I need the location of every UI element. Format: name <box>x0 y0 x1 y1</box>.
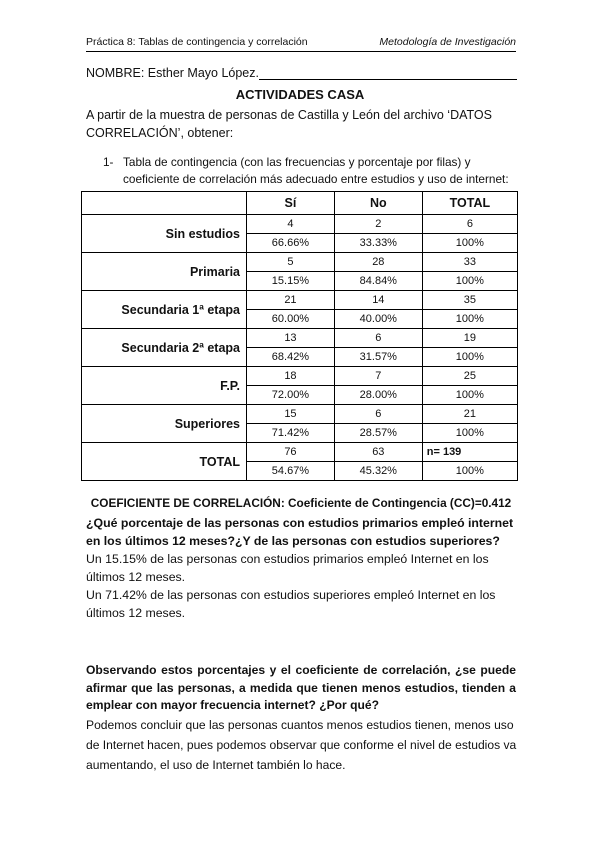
frequency-cell: 13 <box>247 329 335 348</box>
percentage-cell: 66.66% <box>247 234 335 253</box>
coefficient-line: COEFICIENTE DE CORRELACIÓN: Coeficiente de Contingencia (CC)=0.412 <box>90 496 512 510</box>
frequency-cell: 28 <box>334 253 422 272</box>
question-2: Observando estos porcentajes y el coeficiente de correlación, ¿se puede afirmar que las personas, a medida que tienen menos estudios, tienden a emplear con mayor frecuencia internet? ¿Por qué? <box>86 663 516 712</box>
answer-1-paragraph: Un 15.15% de las personas con estudios primarios empleó Internet en los últimos 12 meses. <box>86 552 489 584</box>
frequency-cell: 33 <box>422 253 517 272</box>
table-row <box>82 405 518 424</box>
table-row <box>82 443 518 462</box>
percentage-cell: 100% <box>422 424 517 443</box>
frequency-cell: 21 <box>247 291 335 310</box>
intro-text: A partir de la muestra de personas de Castilla y León del archivo ‘DATOS CORRELACIÓN’, obtener: <box>86 108 492 140</box>
page-header <box>86 36 516 52</box>
percentage-cell: 33.33% <box>334 234 422 253</box>
frequency-cell: 35 <box>422 291 517 310</box>
frequency-cell: 21 <box>422 405 517 424</box>
frequency-cell: n= 139 <box>422 443 517 462</box>
answer-2: Podemos concluir que las personas cuantos menos estudios tienen, menos uso de Internet hacen, pues podemos observar que conforme el nivel de estudios va aumentando, el uso de Internet también lo hace. <box>86 718 517 772</box>
percentage-cell: 100% <box>422 234 517 253</box>
list-item-1 <box>103 154 523 188</box>
answer-1 <box>86 550 522 622</box>
percentage-cell: 72.00% <box>247 386 335 405</box>
percentage-cell: 45.32% <box>334 462 422 481</box>
row-label: Secundaria 2ª etapa <box>82 329 247 367</box>
frequency-cell: 4 <box>247 215 335 234</box>
row-label: Sin estudios <box>82 215 247 253</box>
percentage-cell: 60.00% <box>247 310 335 329</box>
row-label: F.P. <box>82 367 247 405</box>
percentage-cell: 28.00% <box>334 386 422 405</box>
frequency-cell: 6 <box>334 329 422 348</box>
name-underline <box>259 67 517 80</box>
frequency-cell: 76 <box>247 443 335 462</box>
table-row <box>82 215 518 234</box>
page-title: ACTIVIDADES CASA <box>235 87 365 102</box>
frequency-cell: 6 <box>334 405 422 424</box>
row-label: Primaria <box>82 253 247 291</box>
row-label: Superiores <box>82 405 247 443</box>
student-name <box>86 66 517 80</box>
frequency-cell: 18 <box>247 367 335 386</box>
percentage-cell: 15.15% <box>247 272 335 291</box>
table-row <box>82 291 518 310</box>
row-label: TOTAL <box>82 443 247 481</box>
percentage-cell: 54.67% <box>247 462 335 481</box>
contingency-table <box>81 191 518 481</box>
percentage-cell: 84.84% <box>334 272 422 291</box>
question-1: ¿Qué porcentaje de las personas con estudios primarios empleó internet en los últimos 12 meses?¿Y de las personas con estudios superiores? <box>86 516 514 548</box>
percentage-cell: 28.57% <box>334 424 422 443</box>
percentage-cell: 68.42% <box>247 348 335 367</box>
frequency-cell: 5 <box>247 253 335 272</box>
answer-1-paragraph: Un 71.42% de las personas con estudios superiores empleó Internet en los últimos 12 meses. <box>86 588 496 620</box>
table-row <box>82 329 518 348</box>
header-right: Metodología de Investigación <box>379 36 516 48</box>
frequency-cell: 63 <box>334 443 422 462</box>
table-header-row <box>82 192 518 215</box>
percentage-cell: 100% <box>422 348 517 367</box>
table-row <box>82 253 518 272</box>
table-row <box>82 367 518 386</box>
percentage-cell: 100% <box>422 310 517 329</box>
list-item-text: Tabla de contingencia (con las frecuencias y porcentaje por filas) y coeficiente de correlación más adecuado entre estudios y uso de internet: <box>123 155 509 186</box>
frequency-cell: 19 <box>422 329 517 348</box>
table-corner <box>82 192 247 215</box>
col-header-no: No <box>334 192 422 215</box>
frequency-cell: 7 <box>334 367 422 386</box>
row-label: Secundaria 1ª etapa <box>82 291 247 329</box>
percentage-cell: 40.00% <box>334 310 422 329</box>
frequency-cell: 15 <box>247 405 335 424</box>
percentage-cell: 100% <box>422 386 517 405</box>
percentage-cell: 100% <box>422 272 517 291</box>
name-label: NOMBRE: Esther Mayo López. <box>86 66 259 80</box>
frequency-cell: 14 <box>334 291 422 310</box>
percentage-cell: 71.42% <box>247 424 335 443</box>
frequency-cell: 2 <box>334 215 422 234</box>
col-header-si: Sí <box>247 192 335 215</box>
percentage-cell: 100% <box>422 462 517 481</box>
header-left: Práctica 8: Tablas de contingencia y correlación <box>86 36 308 48</box>
frequency-cell: 6 <box>422 215 517 234</box>
frequency-cell: 25 <box>422 367 517 386</box>
col-header-total: TOTAL <box>422 192 517 215</box>
list-item-number: 1- <box>103 155 114 169</box>
percentage-cell: 31.57% <box>334 348 422 367</box>
